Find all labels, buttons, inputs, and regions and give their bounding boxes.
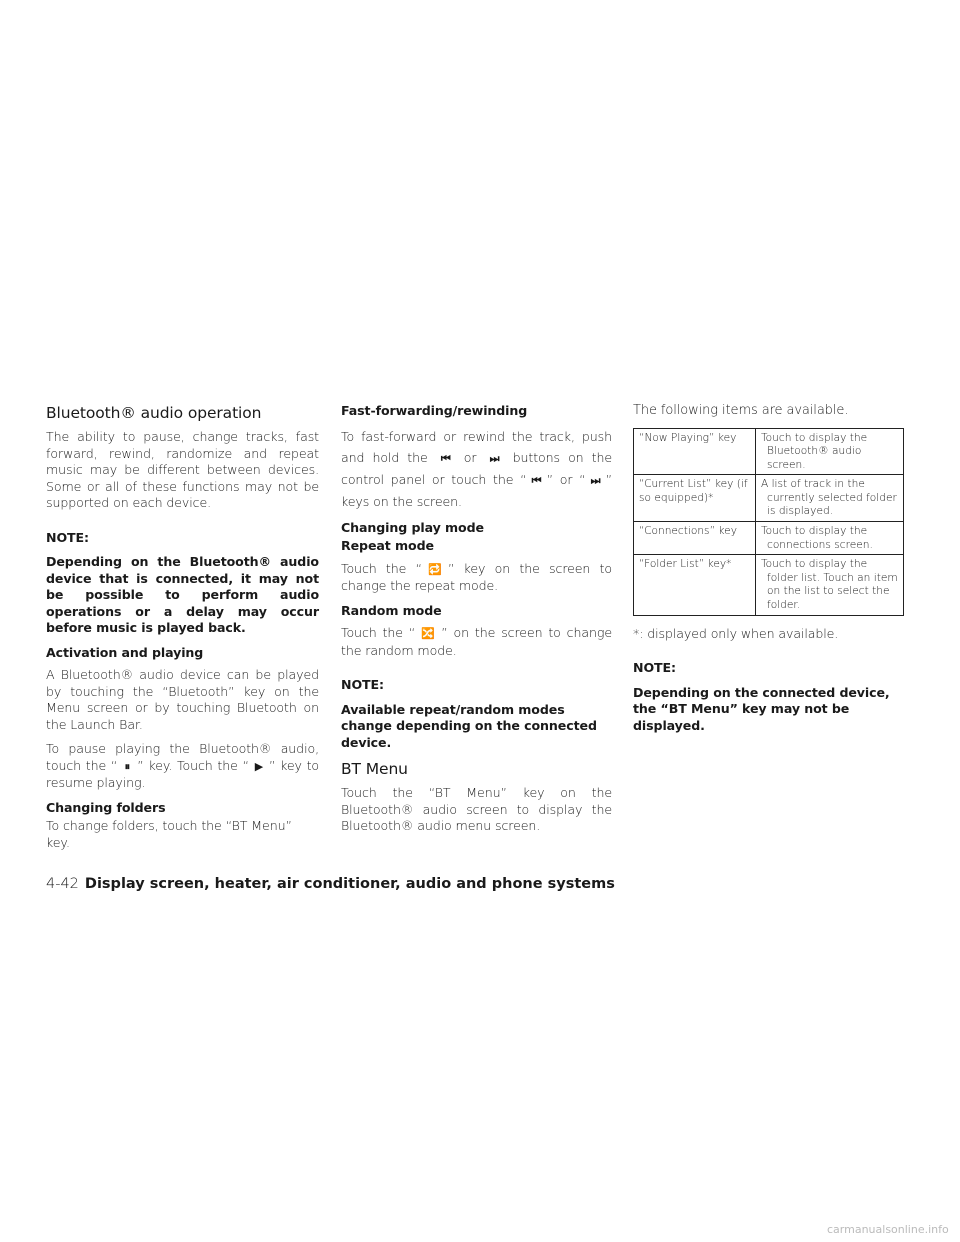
repeat-text-b: ” key on the screen to change the repeat mode. [341,560,613,593]
section-title-bluetooth-audio: Bluetooth® audio operation [46,404,262,422]
table-cell-key: “Current List” key (if so equipped)* [634,475,756,522]
items-table [633,428,904,616]
note-text-modes: Available repeat/random modes change depending on the connected device. [341,701,597,750]
random-text-b: ” on the screen to change the random mode. [341,625,612,658]
shuffle-icon: 🔀 [421,627,436,640]
section-title-bt-menu: BT Menu [341,760,408,778]
pause-text-b: ” key. Touch the “ [137,757,249,773]
table-cell-key: “Folder List” key* [634,555,756,615]
note-text-btmenu: Depending on the connected device, the “BT Menu” key may not be displayed. [633,684,890,733]
note-label-btmenu: NOTE: [633,660,676,676]
skip-back-icon: ⏮ [440,451,451,465]
note-text: Depending on the Bluetooth® audio device that is connected, it may not be possible to perform audio operations or a delay may occur before music is played back. [46,554,319,635]
activation-paragraph: A Bluetooth® audio device can be played by touching the “Bluetooth” key on the Menu screen or by touching Bluetooth on the Launch Bar. [46,667,319,732]
heading-activation: Activation and playing [46,644,204,660]
repeat-icon: 🔁 [428,562,442,576]
watermark: carmanualsonline.info [827,1223,949,1236]
repeat-text-a: Touch the “ [341,560,422,576]
page-footer [46,876,615,892]
repeat-paragraph [341,561,612,595]
note-label: NOTE: [46,529,89,545]
play-icon: ▶ [254,759,264,773]
column-left [46,403,319,859]
pause-text-c: ” key to resume playing. [46,757,320,790]
skip-forward-icon: ⏭ [489,451,500,465]
table-row [634,555,904,615]
bt-menu-paragraph: Touch the “BT Menu” key on the Bluetooth® audio screen to display the Bluetooth® audio menu screen. [341,785,612,833]
pause-text-a: To pause playing the Bluetooth® audio, touch the “ [46,741,319,773]
table-cell-key: “Now Playing” key [634,428,756,475]
heading-random-mode: Random mode [341,602,442,618]
ff-text-a: To fast-forward or rewind the track, push and hold the [341,428,612,465]
ff-text-or: or [463,449,477,465]
heading-changing-folders: Changing folders [46,799,166,815]
chapter-title: Display screen, heater, air conditioner, audio and phone systems [84,876,615,892]
table-cell-value: A list of track in the currently selected folder is displayed. [756,475,904,522]
items-intro: The following items are available. [633,403,849,418]
table-cell-value: Touch to display the folder list. Touch an item on the list to select the folder. [756,555,904,615]
heading-repeat-mode: Repeat mode [341,538,434,553]
note-label-modes: NOTE: [341,677,384,692]
page-number: 4-42 [46,876,79,892]
pause-icon: ⏸ [124,759,130,773]
pause-paragraph [46,741,319,792]
ff-paragraph [341,426,612,512]
table-row [634,522,904,555]
random-paragraph [341,625,612,659]
column-middle [341,403,612,843]
folders-paragraph: To change folders, touch the “BT Menu” key. [46,818,292,850]
table-cell-value: Touch to display the Bluetooth® audio screen. [756,428,904,475]
ff-text-b: buttons on the control panel or touch the “ [341,449,612,487]
ff-text-d: ” keys on the screen. [341,471,612,509]
table-cell-value: Touch to display the connections screen. [756,522,904,555]
column-right [633,403,905,742]
ff-text-c: ” or “ [546,471,586,487]
table-row [634,428,904,475]
table-cell-key: “Connections” key [634,522,756,555]
intro-paragraph: The ability to pause, change tracks, fast forward, rewind, randomize and repeat music may be different between devices. Some or all of these functions may not be supported on each device. [46,429,319,510]
table-row [634,475,904,522]
heading-fast-forward: Fast-forwarding/rewinding [341,403,528,418]
footnote: *: displayed only when available. [633,625,839,641]
skip-back-key-icon: ⏮ [531,473,542,487]
skip-forward-key-icon: ⏭ [590,473,601,487]
heading-play-mode: Changing play mode [341,519,484,535]
random-text-a: Touch the “ [341,625,416,640]
